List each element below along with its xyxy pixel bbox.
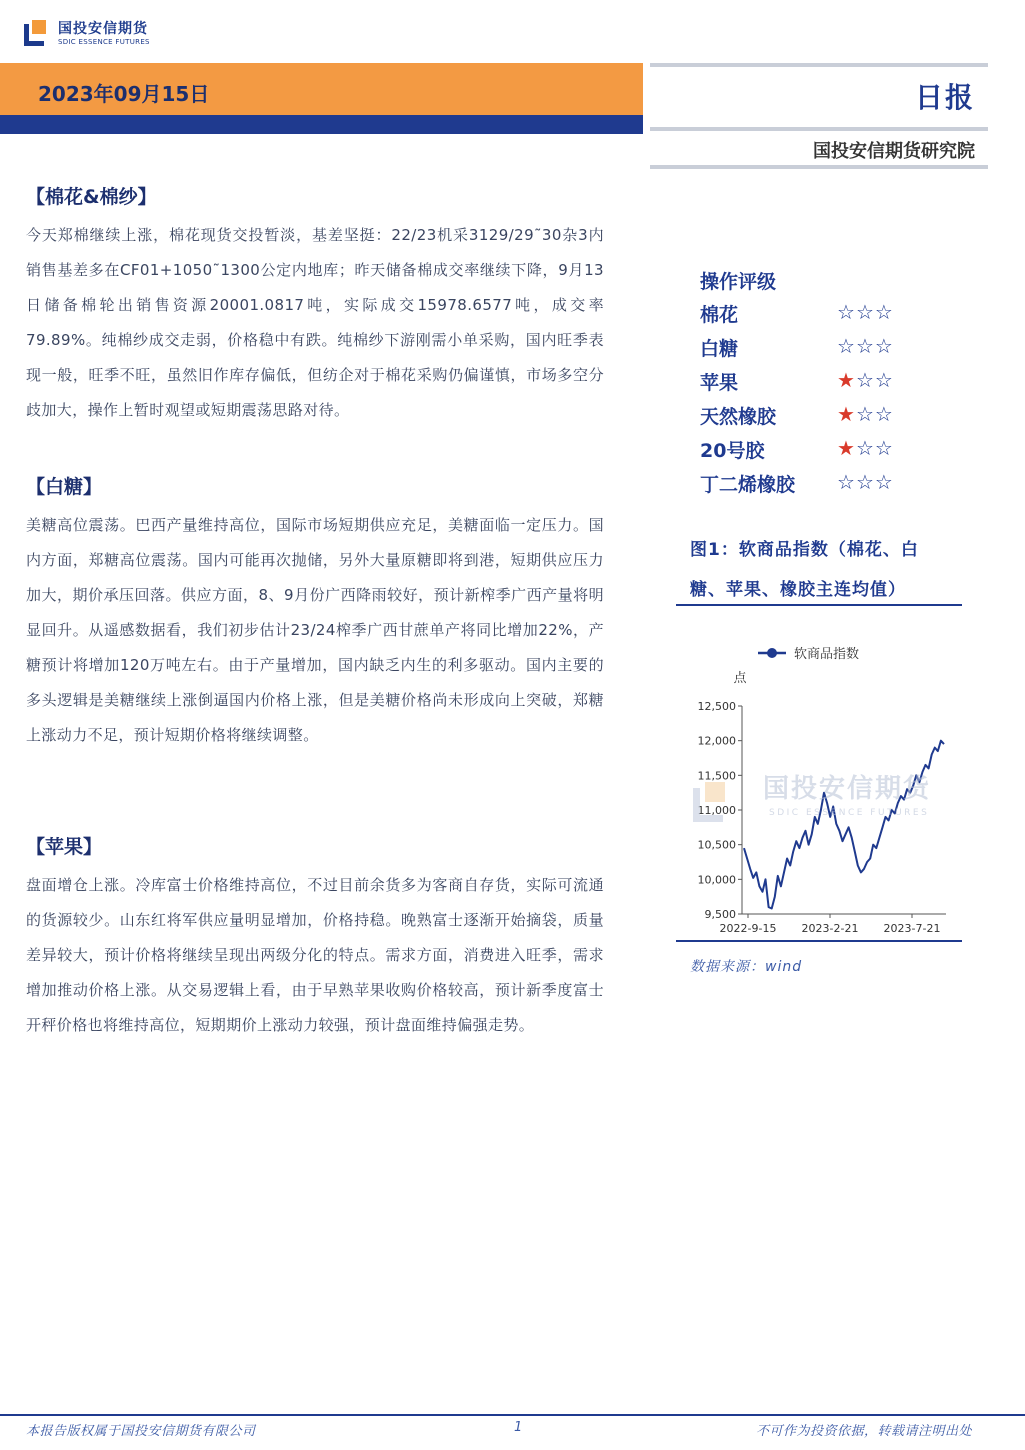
rating-name: 棉花 <box>700 304 739 326</box>
y-axis-label: 点 <box>733 671 747 686</box>
logo-mark-icon <box>24 20 52 48</box>
y-tick-label: 10,000 <box>697 873 736 887</box>
star-rating-icon <box>837 436 894 460</box>
y-tick-label: 12,500 <box>697 700 736 713</box>
chart-legend <box>758 646 859 662</box>
y-tick-label: 11,000 <box>697 804 736 817</box>
watermark-logo-icon <box>693 782 731 822</box>
company-logo <box>24 14 150 54</box>
y-tick-label: 9,500 <box>704 908 736 921</box>
watermark-text-cn: 国投安信期货 <box>763 774 932 804</box>
rating-row <box>700 334 940 364</box>
page-number: 1 <box>514 1420 523 1435</box>
logo-text-en: SDIC ESSENCE FUTURES <box>58 38 150 46</box>
star-filled-icon: ★ <box>837 368 856 392</box>
star-rating-icon <box>837 470 894 494</box>
star-empty-icon: ☆ <box>855 334 875 358</box>
x-axis <box>720 914 946 935</box>
rating-name: 天然橡胶 <box>700 406 777 428</box>
footer-disclaimer: 不可作为投资依据，转载请注明出处 <box>756 1424 973 1439</box>
y-tick-label: 10,500 <box>697 838 736 852</box>
watermark <box>693 768 953 828</box>
star-empty-icon: ☆ <box>855 470 875 494</box>
star-empty-icon: ☆ <box>837 470 856 494</box>
x-tick-label: 2023-7-21 <box>883 922 941 935</box>
figure-rule <box>676 940 962 942</box>
star-filled-icon: ★ <box>837 402 856 426</box>
rating-row <box>700 470 940 500</box>
report-date: 2023年09月15日 <box>38 82 210 106</box>
footer-rule <box>0 1414 1025 1416</box>
star-empty-icon: ☆ <box>874 402 894 426</box>
rating-row <box>700 368 940 398</box>
x-tick-label: 2023-2-21 <box>801 922 859 935</box>
report-type: 日报 <box>914 81 975 114</box>
rating-row <box>700 402 940 432</box>
star-empty-icon: ☆ <box>874 470 894 494</box>
rating-row <box>700 300 940 330</box>
star-rating-icon <box>837 300 894 324</box>
watermark-text-en: SDIC ESSENCE FUTURES <box>769 808 930 818</box>
y-tick-label: 11,500 <box>697 769 736 783</box>
x-tick-label: 2022-9-15 <box>719 922 777 935</box>
star-empty-icon: ☆ <box>855 300 875 324</box>
figure-rule <box>676 604 962 606</box>
section-title-cotton: 【棉花&棉纱】 <box>26 186 157 208</box>
header-divider <box>650 63 988 67</box>
section-body-cotton: 今天郑棉继续上涨，棉花现货交投暂淡，基差坚挺：22/23机采3129/29˜30杂3内销售基差多在CF01+1050˜1300公定内地库；昨天储备棉成交率继续下降，9月13日储备棉轮出销售资源20001.0817吨，实际成交15978.6577吨，成交率79.89%。纯棉纱成交走弱，价格稳中有跌。纯棉纱下游刚需小单采购，国内旺季表现一般，旺季不旺，虽然旧作库存偏低，但纺企对于棉花采购仍偏谨慎，市场多空分歧加大，操作上暂时观望或短期震荡思路对待。 <box>26 226 604 419</box>
legend-marker <box>767 648 777 658</box>
header-divider <box>650 165 988 169</box>
star-rating-icon <box>837 334 894 358</box>
y-tick-label: 12,000 <box>697 734 736 748</box>
footer-copyright: 本报告版权属于国投安信期货有限公司 <box>26 1424 256 1439</box>
rating-name: 丁二烯橡胶 <box>700 474 796 496</box>
star-empty-icon: ☆ <box>874 300 894 324</box>
rating-name: 20号胶 <box>700 440 765 462</box>
section-title-apple: 【苹果】 <box>26 836 103 858</box>
star-empty-icon: ☆ <box>874 436 894 460</box>
star-rating-icon <box>837 368 894 392</box>
rating-name: 苹果 <box>700 372 739 394</box>
star-rating-icon <box>837 402 894 426</box>
star-empty-icon: ☆ <box>855 368 875 392</box>
data-source: 数据来源：wind <box>690 959 803 975</box>
star-empty-icon: ☆ <box>874 368 894 392</box>
section-title-sugar: 【白糖】 <box>26 476 103 498</box>
logo-text-cn: 国投安信期货 <box>58 21 148 37</box>
star-filled-icon: ★ <box>837 436 856 460</box>
star-empty-icon: ☆ <box>874 334 894 358</box>
star-empty-icon: ☆ <box>837 334 856 358</box>
header-blue-band <box>0 115 643 134</box>
legend-label: 软商品指数 <box>794 647 860 662</box>
section-body-sugar: 美糖高位震荡。巴西产量维持高位，国际市场短期供应充足，美糖面临一定压力。国内方面，郑糖高位震荡。国内可能再次抛储，另外大量原糖即将到港，短期供应压力加大，期价承压回落。供应方面，8、9月份广西降雨较好，预计新榨季广西产量将明显回升。从遥感数据看，我们初步估计23/24榨季广西甘蔗单产将同比增加22%，产糖预计将增加120万吨左右。由于产量增加，国内缺乏内生的利多驱动。国内主要的多头逻辑是美糖继续上涨倒逼国内价格上涨，但是美糖价格尚未形成向上突破，郑糖上涨动力不足，预计短期价格将继续调整。 <box>26 516 604 744</box>
star-empty-icon: ☆ <box>855 402 875 426</box>
rating-row <box>700 436 940 466</box>
header-divider <box>650 127 988 131</box>
star-empty-icon: ☆ <box>837 300 856 324</box>
ratings-title: 操作评级 <box>700 271 777 293</box>
star-empty-icon: ☆ <box>855 436 875 460</box>
institute-name: 国投安信期货研究院 <box>813 141 975 162</box>
rating-name: 白糖 <box>700 338 739 360</box>
section-body-apple: 盘面增仓上涨。冷库富士价格维持高位，不过目前余货多为客商自存货，实际可流通的货源较少。山东红将军供应量明显增加，价格持稳。晚熟富士逐渐开始摘袋，质量差异较大，预计价格将继续呈现出两级分化的特点。需求方面，消费进入旺季，需求增加推动价格上涨。从交易逻辑上看，由于早熟苹果收购价格较高，预计新季度富士开秤价格也将维持高位，短期期价上涨动力较强，预计盘面维持偏强走势。 <box>26 876 604 1034</box>
figure-title: 图1：软商品指数（棉花、白糖、苹果、橡胶主连均值） <box>690 540 919 600</box>
